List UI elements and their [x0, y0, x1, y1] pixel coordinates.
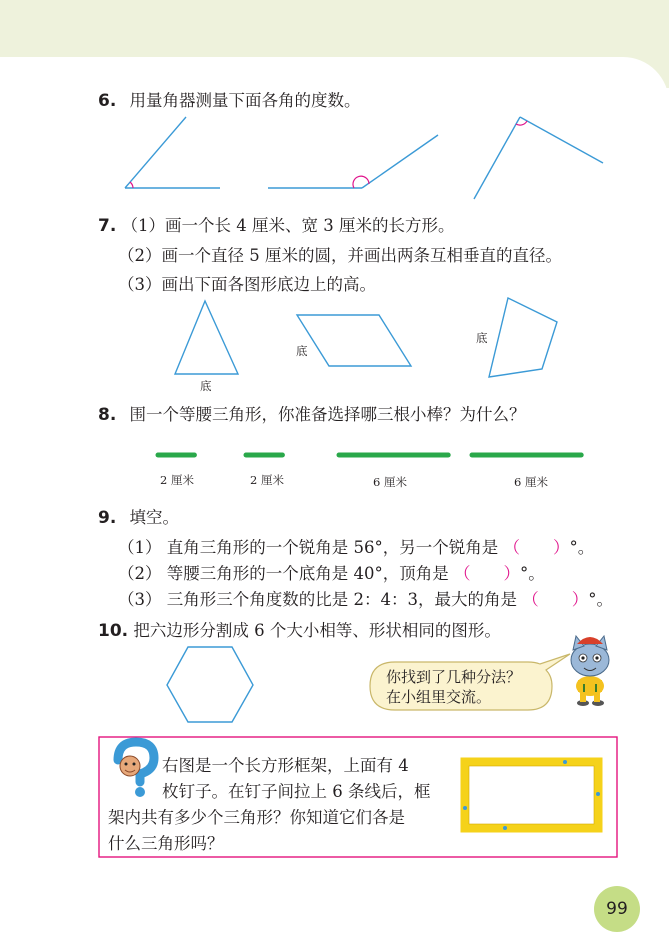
q9-item-3-blank[interactable]: （ ） [522, 590, 589, 609]
q7-triangle-base-label: 底 [200, 379, 212, 393]
frame-nail-top [563, 760, 567, 764]
q10-bubble-line-1: 你找到了几种分法？ [386, 668, 522, 686]
puzzle-line-3: 架内共有多少个三角形？你知道它们各是 [108, 808, 405, 827]
puzzle-frame [463, 760, 600, 830]
q6-angle-2-mark [353, 176, 369, 188]
q7-line-1 [98, 215, 455, 237]
q9-item-2-unit: °。 [520, 564, 545, 583]
puzzle-line-4: 什么三角形吗？ [108, 834, 224, 853]
q8-stick-label-3: 6 厘米 [373, 475, 407, 489]
q9-item-2 [118, 563, 545, 585]
q6-angle-2 [268, 135, 438, 188]
q10-number: 10. [98, 621, 129, 641]
q9-item-3-unit: °。 [588, 590, 613, 609]
q9-item-1-unit: °。 [569, 538, 595, 557]
q8-number: 8. [98, 405, 117, 425]
q9-item-3-index: （3） [118, 590, 162, 609]
q6-angle-1 [125, 117, 220, 188]
q7-quadrilateral [489, 298, 557, 377]
frame-nail-bottom [503, 826, 507, 830]
page-number: 99 [594, 886, 640, 932]
q9-item-1-blank[interactable]: （ ） [503, 538, 570, 557]
q9-item-2-blank[interactable]: （ ） [454, 564, 520, 583]
q7-item-2: （2）画一个直径 5 厘米的圆，并画出两条互相垂直的直径。 [118, 246, 562, 265]
puzzle-line-2: 枚钉子。在钉子间拉上 6 条线后，框 [162, 782, 431, 801]
q7-item-1: （1）画一个长 4 厘米、宽 3 厘米的长方形。 [121, 216, 455, 235]
q9-item-1-index: （1） [118, 538, 162, 557]
q9-heading [98, 507, 179, 529]
q10-bubble-line-2: 在小组里交流。 [386, 688, 492, 706]
q6-angle-3 [474, 117, 603, 199]
q7-parallelogram-base-label: 底 [296, 344, 308, 358]
q9-item-2-index: （2） [118, 564, 162, 583]
q8-stick-label-2: 2 厘米 [250, 473, 284, 487]
q10-heading [98, 620, 501, 642]
q9-item-1-text: 直角三角形的一个锐角是 56°，另一个锐角是 [166, 538, 499, 557]
q6-number: 6. [98, 91, 117, 111]
q7-parallelogram [297, 315, 411, 366]
q7-number: 7. [98, 216, 117, 236]
q7-quadrilateral-base-label: 底 [476, 331, 488, 345]
q10-text: 把六边形分割成 6 个大小相等、形状相同的图形。 [133, 621, 501, 640]
q6-angle-1-mark [130, 182, 133, 188]
q8-stick-label-1: 2 厘米 [160, 473, 194, 487]
frame-nail-left [463, 806, 467, 810]
q7-item-3: （3）画出下面各图形底边上的高。 [118, 275, 376, 294]
q9-item-1 [118, 537, 594, 559]
puzzle-line-1: 右图是一个长方形框架，上面有 4 [162, 756, 409, 775]
mascot-cat [571, 636, 609, 706]
question-mark-icon [118, 742, 154, 797]
q9-item-2-text: 等腰三角形的一个底角是 40°，顶角是 [166, 564, 449, 583]
q9-item-3 [118, 589, 613, 611]
q10-hexagon [167, 647, 253, 722]
q7-triangle [175, 301, 238, 374]
q9-number: 9. [98, 508, 117, 528]
frame-nail-right [596, 792, 600, 796]
q6-text: 用量角器测量下面各角的度数。 [129, 91, 361, 110]
q9-title: 填空。 [129, 508, 180, 527]
q8-stick-label-4: 6 厘米 [514, 475, 548, 489]
q8-text: 围一个等腰三角形，你准备选择哪三根小棒？为什么？ [129, 405, 526, 424]
q9-item-3-text: 三角形三个角度数的比是 2：4：3，最大的角是 [166, 590, 517, 609]
q8-heading [98, 404, 526, 426]
